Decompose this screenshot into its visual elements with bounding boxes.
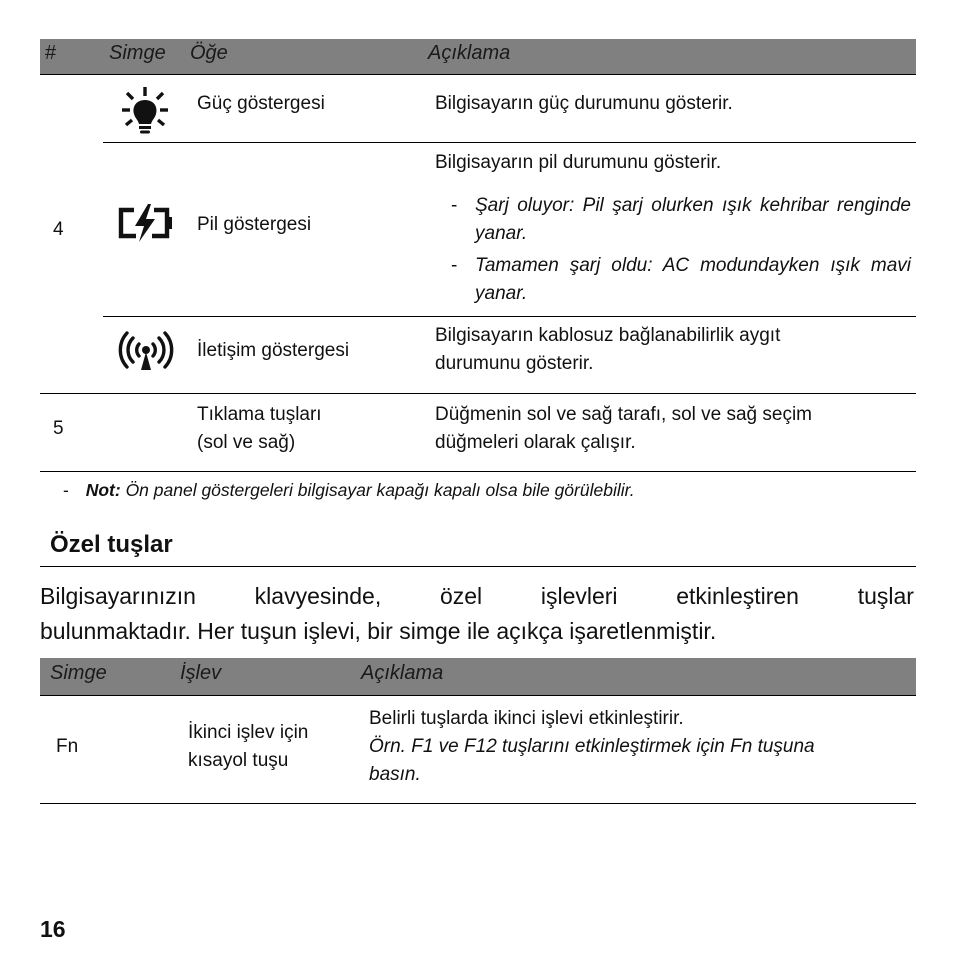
fn-function-line1: İkinci işlev için <box>188 722 309 743</box>
table2-header-rule <box>40 695 916 696</box>
row-battery-item: Pil göstergesi <box>197 214 312 235</box>
header-num: # <box>45 42 57 64</box>
table1-header-rule <box>40 74 916 75</box>
row-5-desc-line1: Düğmenin sol ve sağ tarafı, sol ve sağ seçim <box>435 404 813 425</box>
page-number: 16 <box>40 916 66 942</box>
bullet-dash: - <box>451 195 458 216</box>
battery-charging-icon <box>117 202 173 249</box>
row-power-item: Güç göstergesi <box>197 93 325 114</box>
row-5-item-line1: Tıklama tuşları <box>197 404 322 425</box>
note-label: Not: <box>85 480 121 500</box>
header-icon: Simge <box>109 42 166 64</box>
bullet-charging: Şarj oluyor: Pil şarj olurken ışık kehribar renginde yanar. <box>475 195 911 244</box>
fn-example-line2: basın. <box>369 764 421 785</box>
table1-bottom-rule <box>40 471 916 472</box>
power-bulb-icon <box>121 86 169 141</box>
section-title: Özel tuşlar <box>50 531 173 558</box>
fn-example-line1: Örn. F1 ve F12 tuşlarını etkinleştirmek için Fn tuşuna <box>369 736 815 757</box>
fn-function-line2: kısayol tuşu <box>188 750 289 771</box>
row-5-desc-line2: düğmeleri olarak çalışır. <box>435 432 636 453</box>
bullet-dash: - <box>451 255 458 276</box>
fn-key: Fn <box>56 736 79 757</box>
row-5-item-line2: (sol ve sağ) <box>197 432 296 453</box>
header-item: Öğe <box>190 42 228 64</box>
table1-header <box>40 39 916 74</box>
row-wireless-desc-line2: durumunu gösterir. <box>435 353 594 374</box>
row-divider <box>103 142 916 143</box>
row-power-desc: Bilgisayarın güç durumunu gösterir. <box>435 93 733 114</box>
header-desc: Açıklama <box>361 662 444 684</box>
paragraph-line2: bulunmaktadır. Her tuşun işlevi, bir simge ile açıkça işaretlenmiştir. <box>40 618 717 644</box>
note-text: Ön panel göstergeleri bilgisayar kapağı kapalı olsa bile görülebilir. <box>125 480 635 500</box>
table2-header <box>40 658 916 695</box>
paragraph-line1: Bilgisayarınızın klavyesinde, özel işlevleri etkinleştiren tuşlar <box>40 583 914 609</box>
row-wireless-item: İletişim göstergesi <box>197 340 350 361</box>
header-desc: Açıklama <box>428 42 511 64</box>
row-divider <box>103 316 916 317</box>
row-battery-desc: Bilgisayarın pil durumunu gösterir. <box>435 152 722 173</box>
wireless-antenna-icon <box>118 330 174 377</box>
fn-desc: Belirli tuşlarda ikinci işlevi etkinleştirir. <box>369 708 684 729</box>
row-wireless-desc-line1: Bilgisayarın kablosuz bağlanabilirlik aygıt <box>435 325 781 346</box>
note-dash: - <box>63 480 69 500</box>
table2-bottom-rule <box>40 803 916 804</box>
note <box>63 479 635 501</box>
row-divider <box>40 393 916 394</box>
row-5-number: 5 <box>53 418 64 439</box>
header-function: İşlev <box>180 662 222 684</box>
group-number-4: 4 <box>53 219 64 240</box>
bullet-full: Tamamen şarj oldu: AC modundayken ışık mavi yanar. <box>475 255 911 304</box>
section-rule <box>40 566 916 567</box>
header-icon: Simge <box>50 662 107 684</box>
